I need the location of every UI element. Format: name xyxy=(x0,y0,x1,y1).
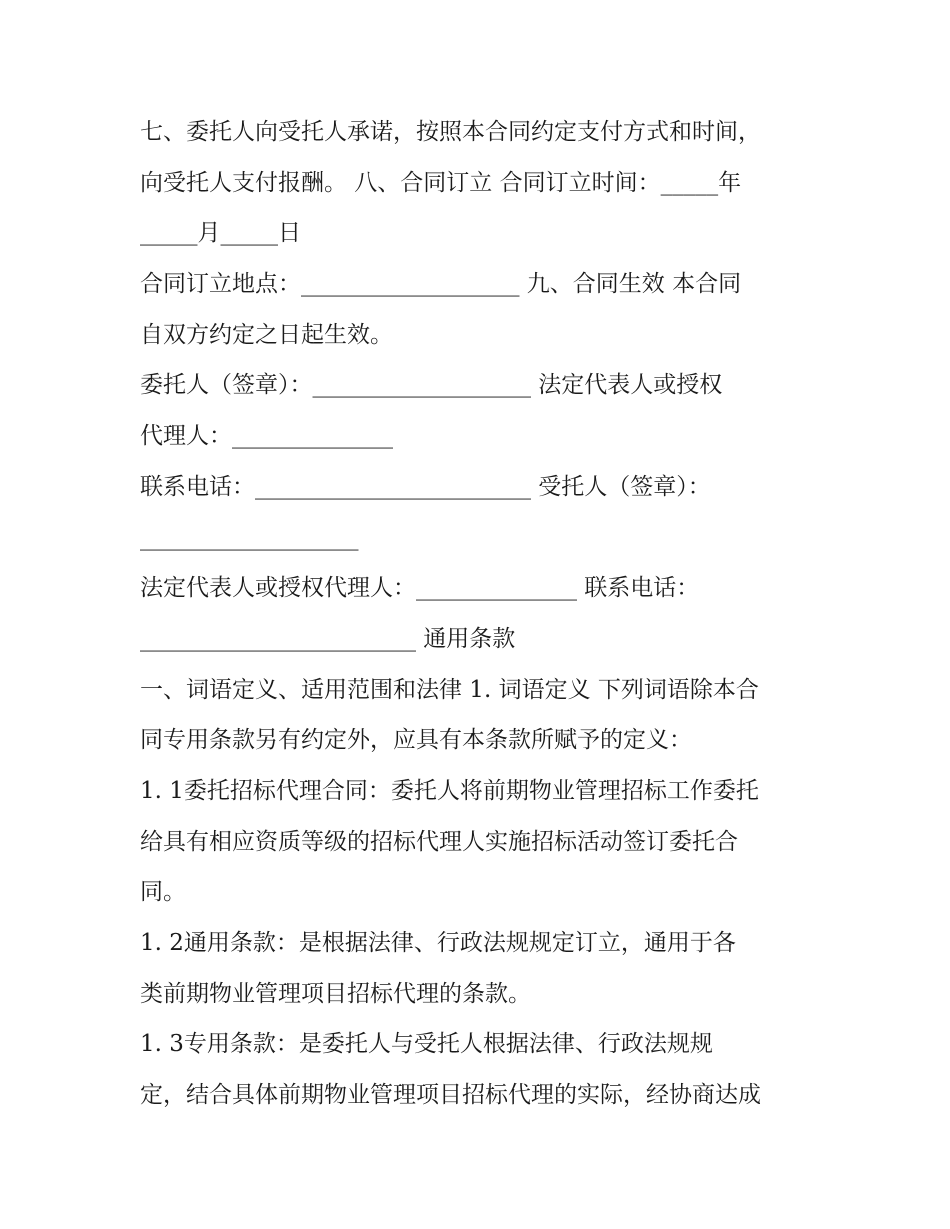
text-line: 类前期物业管理项目招标代理的条款。 xyxy=(140,980,531,1007)
text-line: 向受托人支付报酬。 八、合同订立 合同订立时间：_____年 xyxy=(140,169,742,196)
text-line: 同。 xyxy=(140,879,186,906)
text-line: 自双方约定之日起生效。 xyxy=(140,321,393,348)
text-line: 七、委托人向受托人承诺，按照本合同约定支付方式和时间， xyxy=(140,119,761,145)
text-line: 1. 1委托招标代理合同：委托人将前期物业管理招标工作委托 xyxy=(140,777,759,804)
text-line: ___________________ xyxy=(140,524,359,551)
text-line: 1. 3专用条款：是委托人与受托人根据法律、行政法规规 xyxy=(140,1031,713,1058)
text-line: 代理人：______________ xyxy=(140,423,393,450)
text-line: ________________________ 通用条款 xyxy=(140,625,516,652)
text-line: 给具有相应资质等级的招标代理人实施招标活动签订委托合 xyxy=(140,828,738,855)
text-line: 联系电话：________________________ 受托人（签章）： xyxy=(140,473,711,500)
text-line: 委托人（签章）：___________________ 法定代表人或授权 xyxy=(140,372,723,399)
text-line: 一、词语定义、适用范围和法律 1. 词语定义 下列词语除本合 xyxy=(140,676,759,703)
text-line: 1. 2通用条款：是根据法律、行政法规规定订立，通用于各 xyxy=(140,930,736,956)
text-line: 同专用条款另有约定外，应具有本条款所赋予的定义： xyxy=(140,727,692,754)
text-line: _____月_____日 xyxy=(140,220,301,247)
text-line: 法定代表人或授权代理人：______________ 联系电话： xyxy=(140,575,700,602)
contract-text xyxy=(140,107,820,1121)
text-line: 合同订立地点：___________________ 九、合同生效 本合同 xyxy=(140,271,742,298)
text-line: 定，结合具体前期物业管理项目招标代理的实际，经协商达成 xyxy=(140,1082,761,1109)
